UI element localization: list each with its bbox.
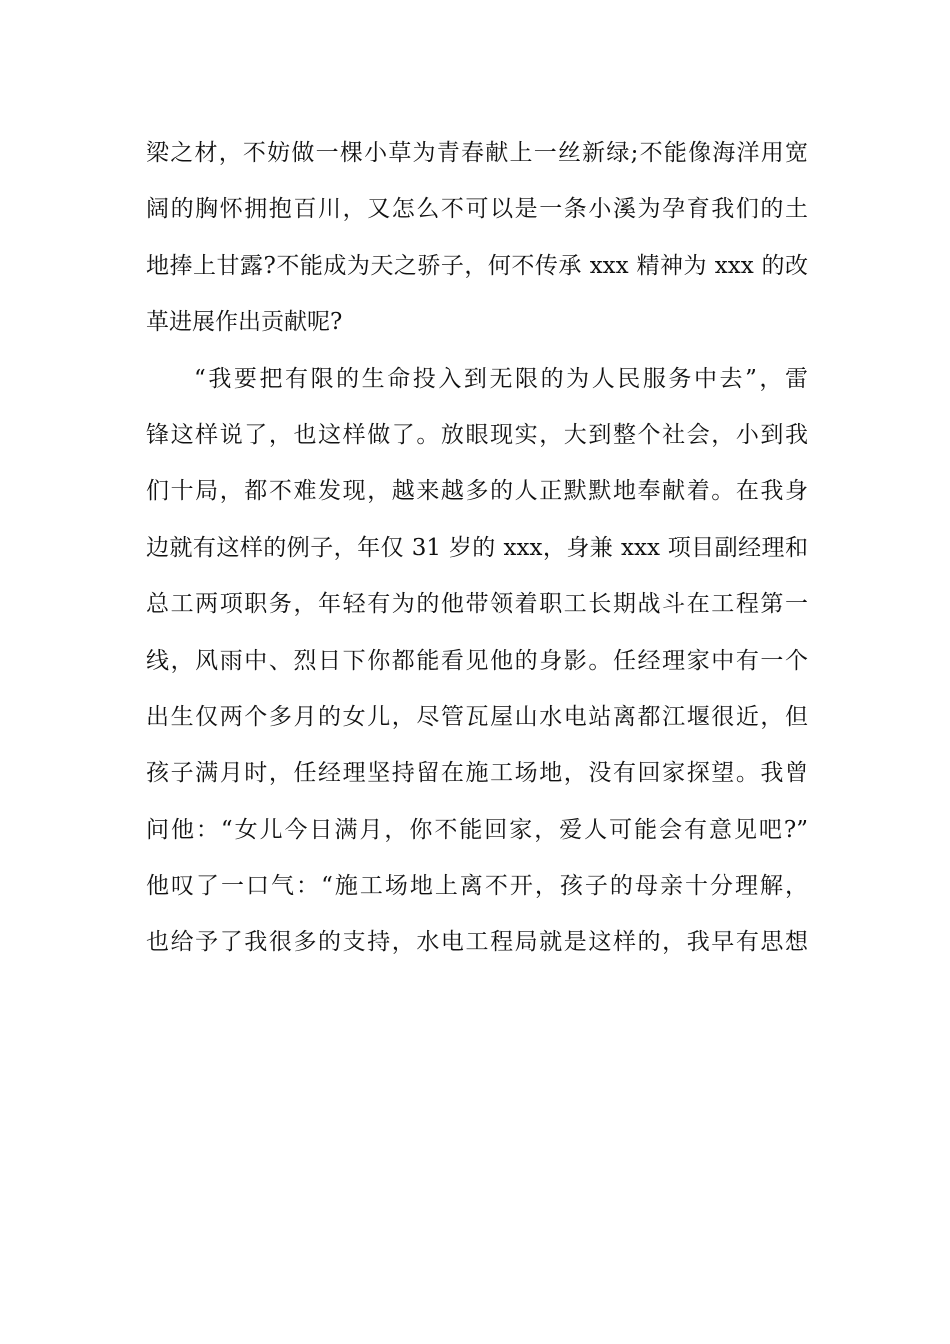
text-line: 革进展作出贡献呢? bbox=[146, 309, 343, 336]
text-line: 们十局，都不难发现，越来越多的人正默默地奉献着。在我身 bbox=[146, 478, 808, 505]
text-line: 出生仅两个多月的女儿，尽管瓦屋山水电站离都江堰很近，但 bbox=[146, 703, 808, 730]
text-line: 孩子满月时，任经理坚持留在施工场地，没有回家探望。我曾 bbox=[146, 760, 808, 787]
text-line: 锋这样说了，也这样做了。放眼现实，大到整个社会，小到我 bbox=[146, 421, 808, 448]
text-line: 梁之材，不妨做一棵小草为青春献上一丝新绿;不能像海洋用宽 bbox=[146, 140, 808, 166]
text-line: 线，风雨中、烈日下你都能看见他的身影。任经理家中有一个 bbox=[146, 647, 808, 674]
text-line: 总工两项职务，年轻有为的他带领着职工长期战斗在工程第一 bbox=[146, 591, 808, 618]
text-line: 他叹了一口气：“施工场地上离不开，孩子的母亲十分理解， bbox=[146, 873, 808, 900]
text-line: 地捧上甘露?不能成为天之骄子，何不传承 xxx 精神为 xxx 的改 bbox=[146, 252, 808, 279]
text-line: 也给予了我很多的支持，水电工程局就是这样的，我早有思想 bbox=[146, 929, 808, 956]
paragraph-first-line: “我要把有限的生命投入到无限的为人民服务中去”，雷 bbox=[194, 365, 808, 392]
text-line: 阔的胸怀拥抱百川，又怎么不可以是一条小溪为孕育我们的土 bbox=[146, 196, 808, 223]
text-line: 边就有这样的例子，年仅 31 岁的 xxx，身兼 xxx 项目副经理和 bbox=[146, 534, 808, 561]
body-text bbox=[146, 131, 808, 977]
text-line: 问他：“女儿今日满月，你不能回家，爱人可能会有意见吧?” bbox=[146, 816, 808, 843]
